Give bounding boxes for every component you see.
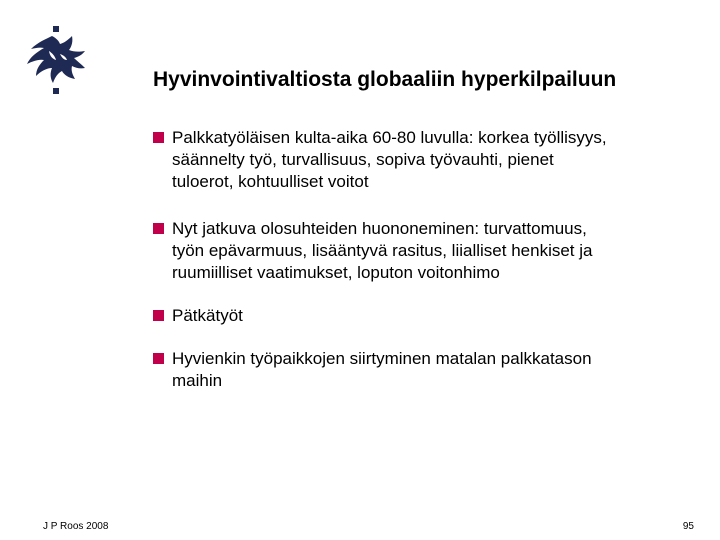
bullet-text-line: Nyt jatkuva olosuhteiden huononeminen: turvattomuus, xyxy=(172,219,587,238)
bullet-text-line: ruumiilliset vaatimukset, loputon voitonhimo xyxy=(172,263,500,282)
bullet-item xyxy=(150,348,705,392)
bullet-item xyxy=(150,127,705,193)
page-number: 95 xyxy=(682,521,694,532)
footer-author: J P Roos 2008 xyxy=(43,521,109,532)
bullet-list xyxy=(150,127,705,392)
bullet-text-line: tuloerot, kohtuulliset voitot xyxy=(172,172,369,191)
bullet-square-icon xyxy=(153,223,164,234)
bullet-square-icon xyxy=(153,132,164,143)
bullet-square-icon xyxy=(153,310,164,321)
bullet-text-line: säännelty työ, turvallisuus, sopiva työvauhti, pienet xyxy=(172,150,554,169)
university-of-helsinki-flame-logo-icon xyxy=(22,24,88,98)
slide-title: Hyvinvointivaltiosta globaaliin hyperkilpailuun xyxy=(153,68,617,91)
bullet-item xyxy=(150,305,705,327)
bullet-square-icon xyxy=(153,353,164,364)
bullet-text-line: Palkkatyöläisen kulta-aika 60-80 luvulla: korkea työllisyys, xyxy=(172,128,607,147)
bullet-text-line: Hyvienkin työpaikkojen siirtyminen matalan palkkatason xyxy=(172,349,592,368)
bullet-text-line: Pätkätyöt xyxy=(172,306,243,325)
bullet-item xyxy=(150,218,705,284)
bullet-text-line: maihin xyxy=(172,371,223,390)
bullet-text-line: työn epävarmuus, lisääntyvä rasitus, liialliset henkiset ja xyxy=(172,241,593,260)
